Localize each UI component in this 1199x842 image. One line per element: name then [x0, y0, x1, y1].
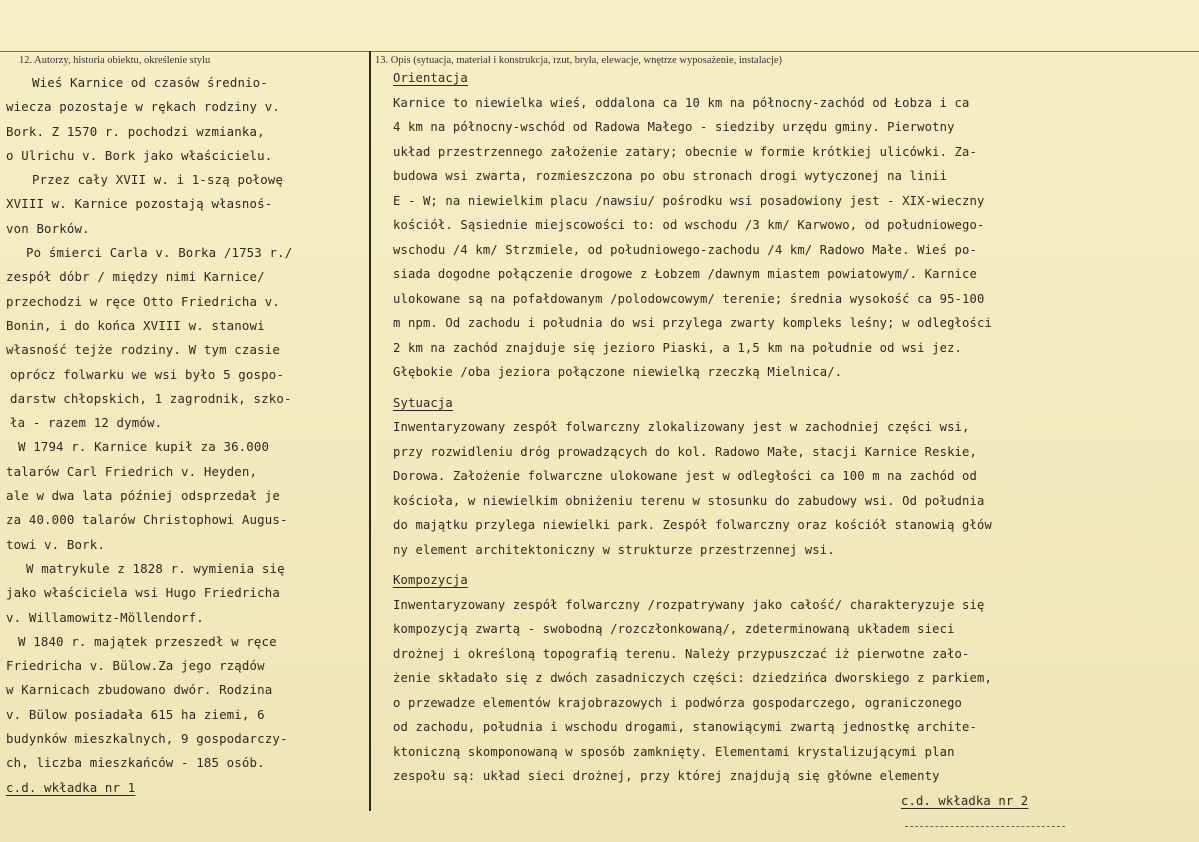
history-line: wiecza pozostaje w rękach rodziny v. [6, 99, 280, 115]
sytuacja-line: ny element architektoniczny w strukturze przestrzennej wsi. [393, 542, 835, 557]
history-line: W matrykule z 1828 r. wymienia się [26, 560, 285, 576]
history-line: ch, liczba mieszkańców - 185 osób. [6, 755, 265, 771]
kompozycja-line: o przewadze elementów krajobrazowych i podwórza gospodarczego, ograniczonego [393, 695, 963, 710]
orientacja-line: ulokowane są na pofałdowanym /polodowcowym/ terenie; średnia wysokość ca 95-100 [393, 291, 985, 306]
dashed-rule [905, 826, 1065, 827]
history-line: ła - razem 12 dymów. [10, 415, 163, 431]
history-line: budynków mieszkalnych, 9 gospodarczy- [6, 731, 288, 747]
history-line: Po śmierci Carla v. Borka /1753 r./ [26, 245, 293, 261]
history-line: zespół dóbr / między nimi Karnice/ [6, 269, 265, 285]
history-line: XVIII w. Karnice pozostają własnoś- [6, 196, 273, 212]
kompozycja-line: zespołu są: układ sieci drożnej, przy której znajdują się główne elementy [393, 769, 940, 783]
history-line: przechodzi w ręce Otto Friedricha v. [6, 293, 280, 309]
section-12-label: 12. Autorzy, historia obiektu, określenie stylu [19, 55, 211, 66]
kompozycja-line: ktoniczną skomponowaną w sposób zamknięty. Elementami krystalizującymi plan [393, 744, 955, 759]
history-line: własność tejże rodziny. W tym czasie [6, 342, 280, 358]
orientacja-line: układ przestrzennego założenie zatary; obecnie w formie krótkiej ulicówki. Za- [393, 144, 978, 159]
history-line: towi v. Bork. [6, 536, 105, 552]
history-line: Wieś Karnice od czasów średnio- [32, 75, 268, 90]
history-line: W 1840 r. majątek przeszedł w ręce [18, 633, 277, 649]
kompozycja-line: drożnej i określoną topografią terenu. Należy przypuszczać iż pierwotne zało- [393, 646, 970, 661]
orientacja-line: wschodu /4 km/ Strzmiele, od południowego-zachodu /4 km/ Radowo Małe. Wieś po- [393, 242, 978, 257]
kompozycja-heading: Kompozycja [393, 573, 468, 587]
history-line: v. Willamowitz-Möllendorf. [6, 609, 204, 625]
history-line: W 1794 r. Karnice kupił za 36.000 [18, 439, 270, 455]
history-line: darstw chłopskich, 1 zagrodnik, szko- [10, 390, 292, 406]
history-line: oprócz folwarku we wsi było 5 gospo- [10, 366, 284, 382]
history-line: w Karnicach zbudowano dwór. Rodzina [6, 682, 273, 698]
continuation-note: c.d. wkładka nr 2 [901, 793, 1029, 808]
orientacja-line: Głębokie /oba jeziora połączone niewielką rzeczką Mielnica/. [393, 365, 843, 379]
section-13-label: 13. Opis (sytuacja, materiał i konstrukcja, rzut, bryła, elewacje, wnętrze wyposażenie, instalacje) [375, 55, 783, 66]
kompozycja-line: żenie składało się z dwóch zasadniczych części: dziedzińca dworskiego z parkiem, [393, 671, 992, 685]
kompozycja-line: Inwentaryzowany zespół folwarczny /rozpatrywany jako całość/ charakteryzuje się [393, 597, 985, 612]
history-line: Przez cały XVII w. i 1-szą połowę [32, 172, 284, 188]
orientacja-line: E - W; na niewielkim placu /nawsiu/ pośrodku wsi posadowiony jest - XIX-wieczny [393, 193, 985, 208]
column-divider [369, 51, 371, 811]
history-line: Bonin, i do końca XVIII w. stanowi [6, 317, 265, 333]
history-line: o Ulrichu v. Bork jako właścicielu. [6, 147, 273, 163]
history-line: Bork. Z 1570 r. pochodzi wzmianka, [6, 123, 265, 139]
orientacja-line: budowa wsi zwarta, rozmieszczona po obu stronach drogi wytyczonej na linii [393, 169, 948, 183]
orientacja-line: 4 km na północny-wschód od Radowa Małego - siedziby urzędu gminy. Pierwotny [393, 120, 955, 134]
sytuacja-line: przy rozwidleniu dróg prowadzących do kol. Radowo Małe, stacji Karnice Reskie, [393, 444, 978, 459]
history-line: jako właściciela wsi Hugo Friedricha [6, 585, 280, 601]
sytuacja-line: Inwentaryzowany zespół folwarczny zlokalizowany jest w zachodniej części wsi, [393, 420, 970, 434]
sytuacja-line: kościoła, w niewielkim obniżeniu terenu w stosunku do zabudowy wsi. Od południa [393, 493, 985, 508]
history-line: za 40.000 talarów Christophowi Augus- [6, 512, 288, 528]
kompozycja-line: od zachodu, południa i wschodu drogami, stanowiącymi zwartą jednostkę archite- [393, 720, 978, 734]
history-line: v. Bülow posiadała 615 ha ziemi, 6 [6, 706, 265, 722]
orientacja-line: 2 km na zachód znajduje się jezioro Piaski, a 1,5 km na południe od wsi jez. [393, 340, 963, 355]
continuation-note: c.d. wkładka nr 1 [6, 779, 136, 795]
history-column [6, 71, 368, 800]
kompozycja-line: kompozycją zwartą - swobodną /rozczłonkowaną/, zdeterminowaną układem sieci [393, 622, 955, 636]
orientacja-line: m npm. Od zachodu i południa do wsi przylega zwarty kompleks leśny; w odległości [393, 316, 992, 330]
history-line: Friedricha v. Bülow.Za jego rządów [6, 658, 265, 674]
history-line: ale w dwa lata później odsprzedał je [6, 488, 280, 504]
orientacja-line: siada dogodne połączenie drogowe z Łobzem /dawnym miastem powiatowym/. Karnice [393, 267, 978, 281]
sytuacja-heading: Sytuacja [393, 395, 453, 410]
orientacja-line: Karnice to niewielka wieś, oddalona ca 10 km na północny-zachód od Łobza i ca [393, 95, 970, 110]
orientacja-heading: Orientacja [393, 71, 468, 85]
orientacja-line: kościół. Sąsiednie miejscowości to: od wschodu /3 km/ Karwowo, od południowego- [393, 218, 985, 232]
history-line: talarów Carl Friedrich v. Heyden, [6, 463, 258, 479]
sytuacja-line: Dorowa. Założenie folwarczne ulokowane jest w odległości ca 100 m na zachód od [393, 469, 978, 483]
history-line: von Borków. [6, 220, 90, 236]
sytuacja-line: do majątku przylega niewielki park. Zespół folwarczny oraz kościół stanowią głów [393, 518, 992, 532]
header-rule [0, 51, 1199, 52]
description-column [393, 66, 1199, 813]
